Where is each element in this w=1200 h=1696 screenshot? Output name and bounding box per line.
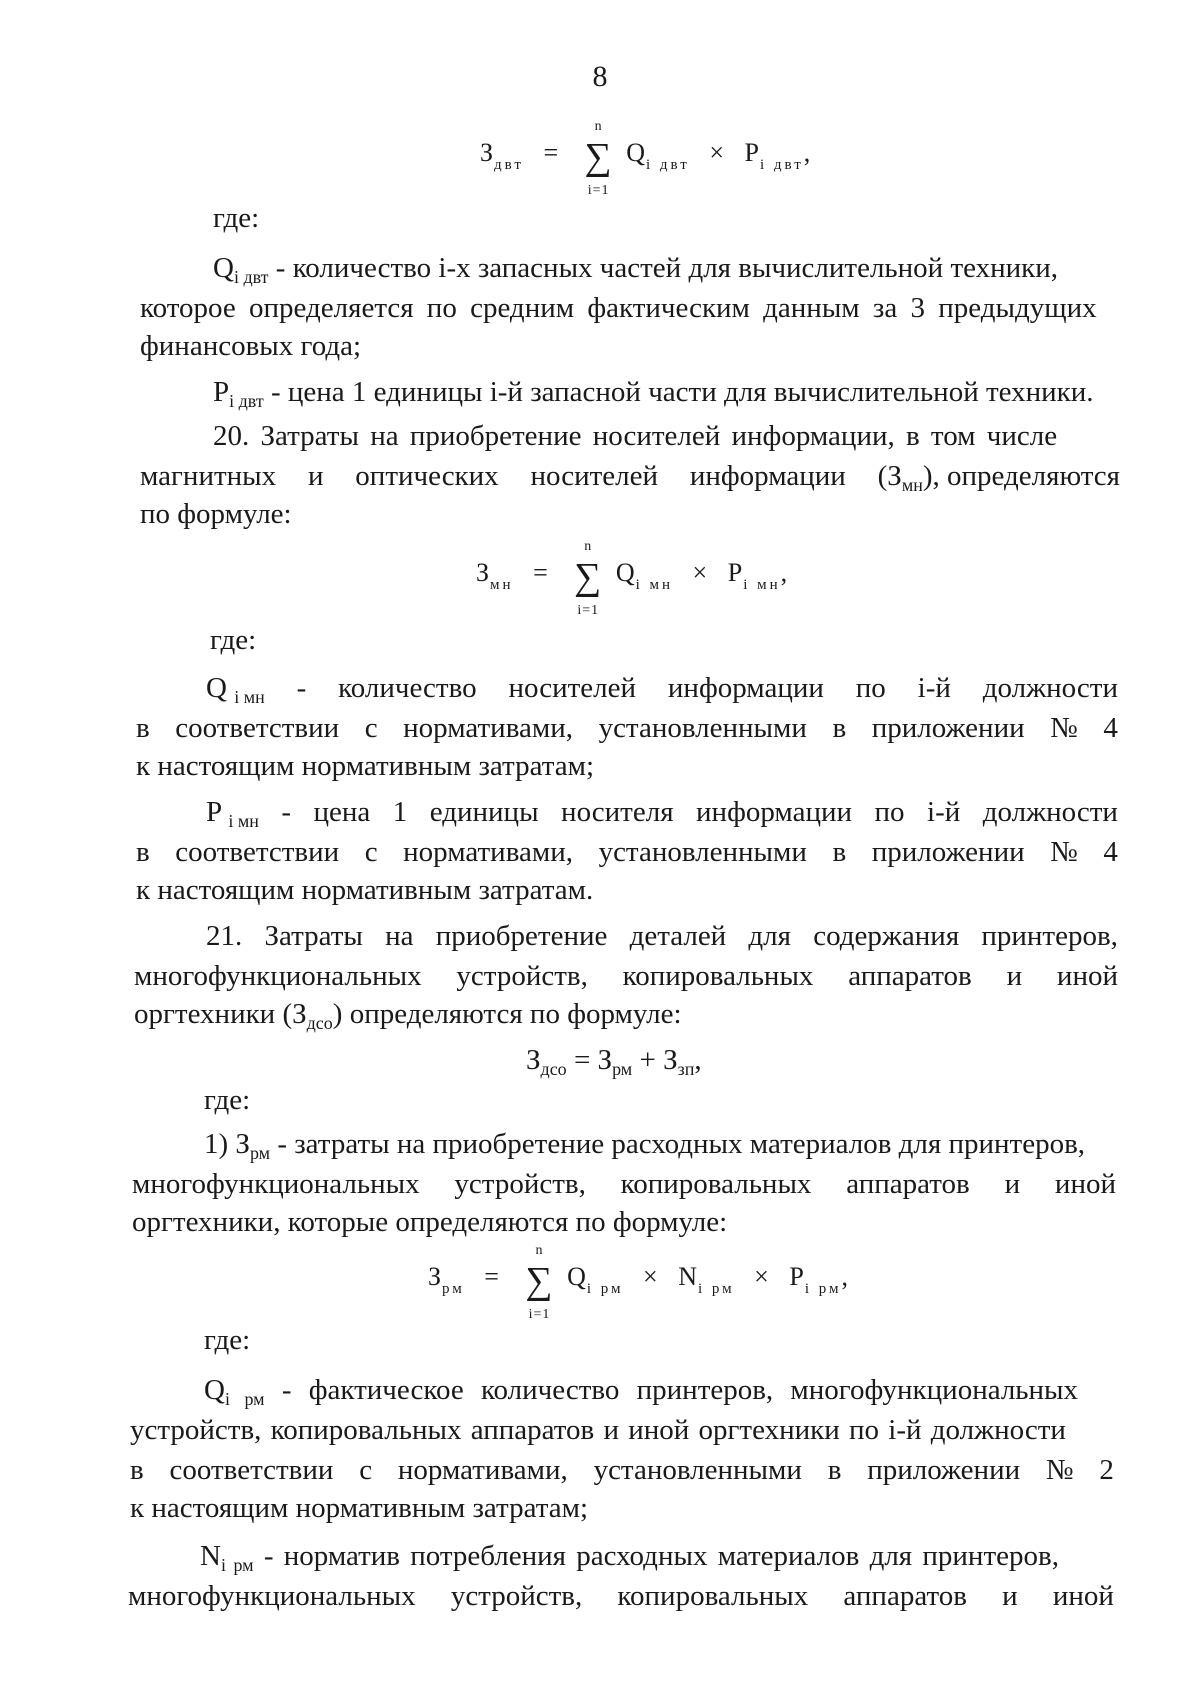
para-20-l1: 20. Затраты на приобретение носителей информации, в том числе xyxy=(213,420,1058,452)
formula-dso: $З_{дсо} = З_{рм} + З_{зп}$, xyxy=(526,1044,702,1079)
def-p-mn-l1: P $_{i мн}$ - цена 1 единицы носителя информации по i-й должности xyxy=(206,796,1118,831)
item-1-l3: оргтехники, которые определяются по формуле: xyxy=(132,1206,728,1238)
def-p-dvt: $P_{i двт}$ - цена 1 единицы i-й запасной части для вычислительной техники. xyxy=(213,376,1094,411)
para-21-l1: 21. Затраты на приобретение деталей для содержания принтеров, xyxy=(206,920,1118,952)
where-label: где: xyxy=(204,1084,251,1116)
def-q-mn-l3: к настоящим нормативным затратам; xyxy=(136,750,595,782)
item-1-l2: многофункциональных устройств, копировальных аппаратов и иной xyxy=(132,1168,1116,1200)
def-q-rm-l3: в соответствии с нормативами, установленными в приложении № 2 xyxy=(130,1454,1114,1486)
def-p-mn-l3: к настоящим нормативным затратам. xyxy=(136,874,594,906)
formula-mn: $З_{мн}$ = n ∑ i=1 $Q_{i мн} \times P_{i мн}$, xyxy=(476,539,789,618)
sum-symbol: n ∑ i=1 xyxy=(525,1243,554,1322)
para-20-l3: по формуле: xyxy=(140,498,292,530)
page-number: 8 xyxy=(592,60,608,93)
formula-rm: $З_{рм}$ = n ∑ i=1 $Q_{i рм} \times N_{i рм} \times P_{i рм}$, xyxy=(428,1243,849,1322)
formula-dvt: $З_{двт}$ = n ∑ i=1 $Q_{i двт} \times P_{i двт}$, xyxy=(480,119,812,198)
def-q-dvt: $Q_{i двт}$ - количество i-х запасных частей для вычислительной техники, xyxy=(213,252,1059,287)
def-q-rm-l4: к настоящим нормативным затратам; xyxy=(130,1492,589,1524)
def-q-dvt-l3: финансовых года; xyxy=(140,330,362,362)
def-q-rm-l2: устройств, копировальных аппаратов и иной оргтехники по i-й должности xyxy=(130,1414,1066,1446)
def-n-rm-l2: многофункциональных устройств, копировальных аппаратов и иной xyxy=(128,1580,1114,1612)
def-q-mn-l1: Q $_{i мн}$ - количество носителей информации по i-й должности xyxy=(206,672,1118,707)
def-p-mn-l2: в соответствии с нормативами, установленными в приложении № 4 xyxy=(136,836,1118,868)
para-21-l2: многофункциональных устройств, копировальных аппаратов и иной xyxy=(134,960,1118,992)
where-label: где: xyxy=(204,1324,251,1356)
where-label: где: xyxy=(210,624,257,656)
def-q-rm-l1: $Q_{i рм}$ - фактическое количество принтеров, многофункциональных xyxy=(204,1374,1079,1409)
para-21-l3: оргтехники $(З_{дсо})$ определяются по формуле: xyxy=(134,998,682,1033)
para-20-l2: магнитных и оптических носителей информации $(З_{мн})$, определяются xyxy=(140,460,1120,495)
def-q-mn-l2: в соответствии с нормативами, установленными в приложении № 4 xyxy=(136,712,1118,744)
sum-symbol: n ∑ i=1 xyxy=(574,539,603,618)
def-n-rm-l1: $N_{i рм}$ - норматив потребления расходных материалов для принтеров, xyxy=(200,1540,1059,1575)
where-label: где: xyxy=(213,202,260,234)
sum-symbol: n ∑ i=1 xyxy=(584,119,613,198)
def-q-dvt-l2: которое определяется по средним фактическим данным за 3 предыдущих xyxy=(140,292,1097,324)
item-1-l1: 1) $З_{рм}$ - затраты на приобретение расходных материалов для принтеров, xyxy=(204,1128,1086,1163)
